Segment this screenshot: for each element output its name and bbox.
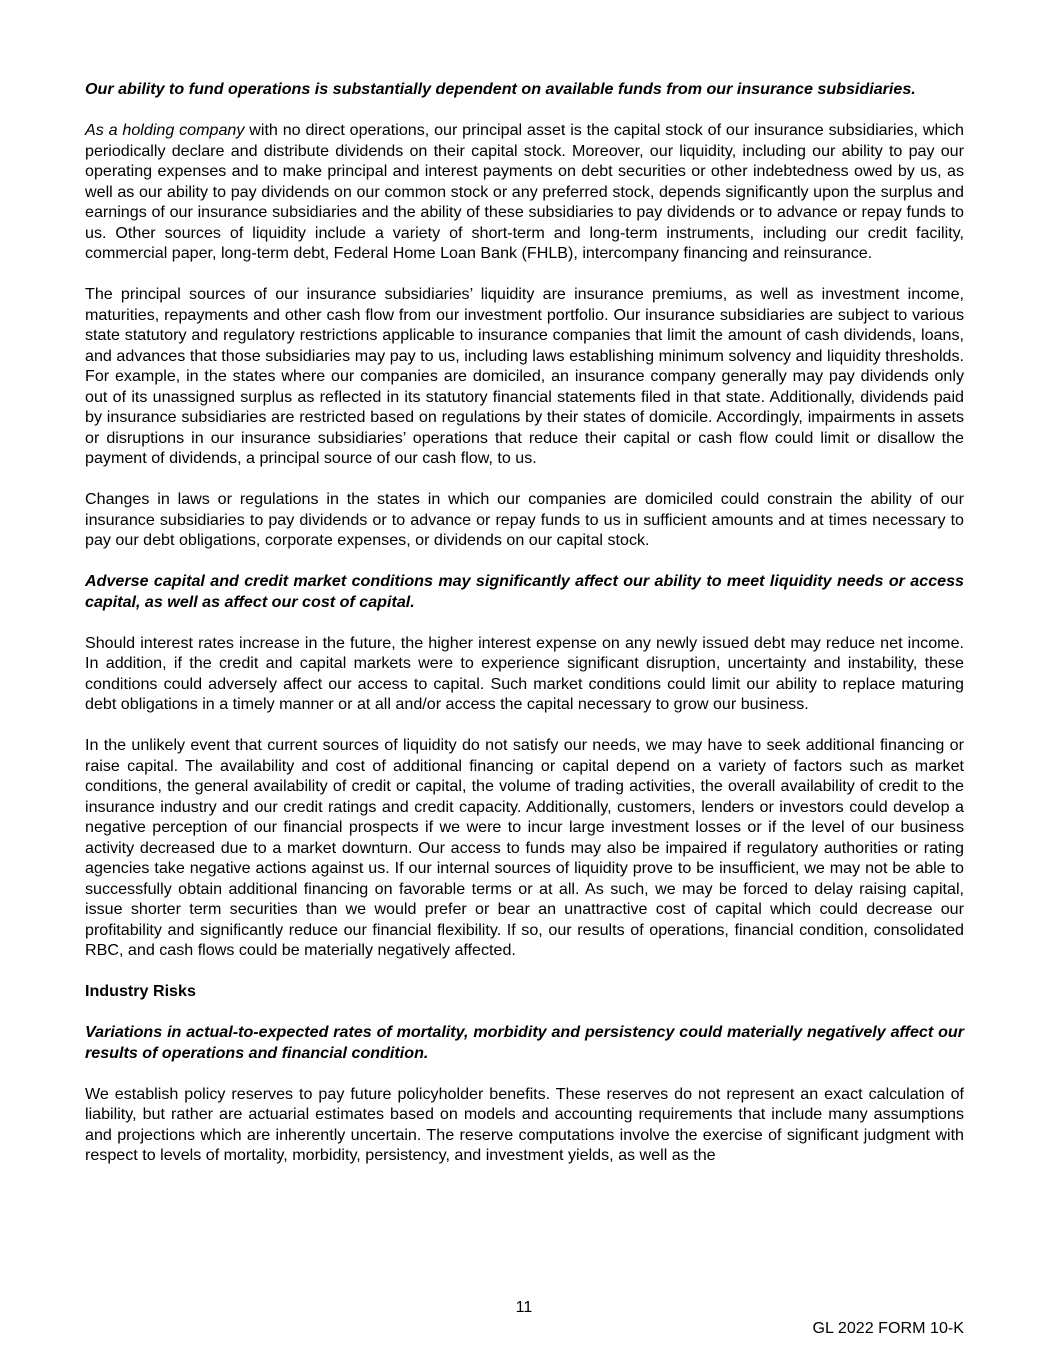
document-body: [85, 79, 964, 1166]
heading-capital-market: Adverse capital and credit market conditions may significantly affect our ability to meet liquidity needs or access capital, as well as affect our cost of capital.: [85, 572, 964, 611]
paragraph-unlikely-event: In the unlikely event that current sources of liquidity do not satisfy our needs, we may have to seek additional financing or raise capital. The availability and cost of additional financing or capital depend on a variety of factors such as market conditions, the general availability of credit or capital, the volume of trading activities, the overall availability of credit to the insurance industry and our credit ratings and credit capacity. Additionally, customers, lenders or investors could develop a negative perception of our financial prospects if we were to incur large investment losses or if the level of our business activity decreased due to a market downturn. Our access to funds may also be impaired if regulatory authorities or rating agencies take negative actions against us. If our internal sources of liquidity prove to be insufficient, we may not be able to successfully obtain additional financing on favorable terms or at all. As such, we may be forced to delay raising capital, issue shorter term securities than we would prefer or bear an unattractive cost of capital which could decrease our profitability and significantly reduce our financial flexibility. If so, our results of operations, financial condition, consolidated RBC, and cash flows could be materially negatively affected.: [85, 736, 964, 959]
paragraph-interest-rates: Should interest rates increase in the future, the higher interest expense on any newly issued debt may reduce net income. In addition, if the credit and capital markets were to experience significant disruption, uncertainty and instability, these conditions could adversely affect our access to capital. Such market conditions could limit our ability to replace maturing debt obligations in a timely manner or at all and/or access the capital necessary to grow our business.: [85, 633, 964, 713]
heading-fund-operations: Our ability to fund operations is substantially dependent on available funds from our insurance subsidiaries.: [85, 80, 916, 98]
heading-mortality-variations: Variations in actual-to-expected rates of mortality, morbidity and persistency could materially negatively affect our results of operations and financial condition.: [85, 1023, 964, 1062]
section-heading-industry-risks: Industry Risks: [85, 982, 196, 1000]
paragraph-policy-reserves: We establish policy reserves to pay future policyholder benefits. These reserves do not represent an exact calculation of liability, but rather are actuarial estimates based on models and accounting requirements that include many assumptions and projections which are inherently uncertain. The reserve computations involve the exercise of significant judgment with respect to levels of mortality, morbidity, persistency, and investment yields, as well as the: [85, 1084, 964, 1164]
holding-company-text: with no direct operations, our principal asset is the capital stock of our insurance subsidiaries, which periodically declare and distribute dividends on their capital stock. Moreover, our liquidity, including our ability to pay our operating expenses and to make principal and interest payments on debt securities or other indebtedness owed by us, as well as our ability to pay dividends on our common stock or any preferred stock, depends significantly upon the surplus and earnings of our insurance subsidiaries and the ability of these subsidiaries to pay dividends or to advance or repay funds to us. Other sources of liquidity include a variety of short-term and long-term instruments, including our credit facility, commercial paper, long-term debt, Federal Home Loan Bank (FHLB), intercompany financing and reinsurance.: [85, 121, 964, 262]
paragraph-laws-regulations: Changes in laws or regulations in the states in which our companies are domiciled could constrain the ability of our insurance subsidiaries to pay dividends or to advance or repay funds to us in sufficient amounts and at times necessary to pay our debt obligations, corporate expenses, or dividends on our capital stock.: [85, 490, 964, 549]
page-number: 11: [515, 1298, 533, 1316]
paragraph-liquidity-sources: The principal sources of our insurance subsidiaries’ liquidity are insurance premiums, as well as investment income, maturities, repayments and other cash flow from our investment portfolio. Our insurance subsidiaries are subject to various state statutory and regulatory restrictions applicable to insurance companies that limit the amount of cash dividends, loans, and advances that those subsidiaries may pay to us, including laws establishing minimum solvency and liquidity thresholds. For example, in the states where our companies are domiciled, an insurance company generally may pay dividends only out of its unassigned surplus as reflected in its statutory financial statements filed in that state. Additionally, dividends paid by insurance subsidiaries are restricted based on regulations by their states of domicile. Accordingly, impairments in assets or disruptions in our insurance subsidiaries’ operations that reduce their capital or cash flow could limit or disallow the payment of dividends, a principal source of our cash flow, to us.: [85, 285, 964, 467]
paragraph-holding-company: [85, 120, 964, 264]
holding-company-italic: As a holding company: [85, 121, 245, 139]
form-label: GL 2022 FORM 10-K: [812, 1319, 964, 1337]
